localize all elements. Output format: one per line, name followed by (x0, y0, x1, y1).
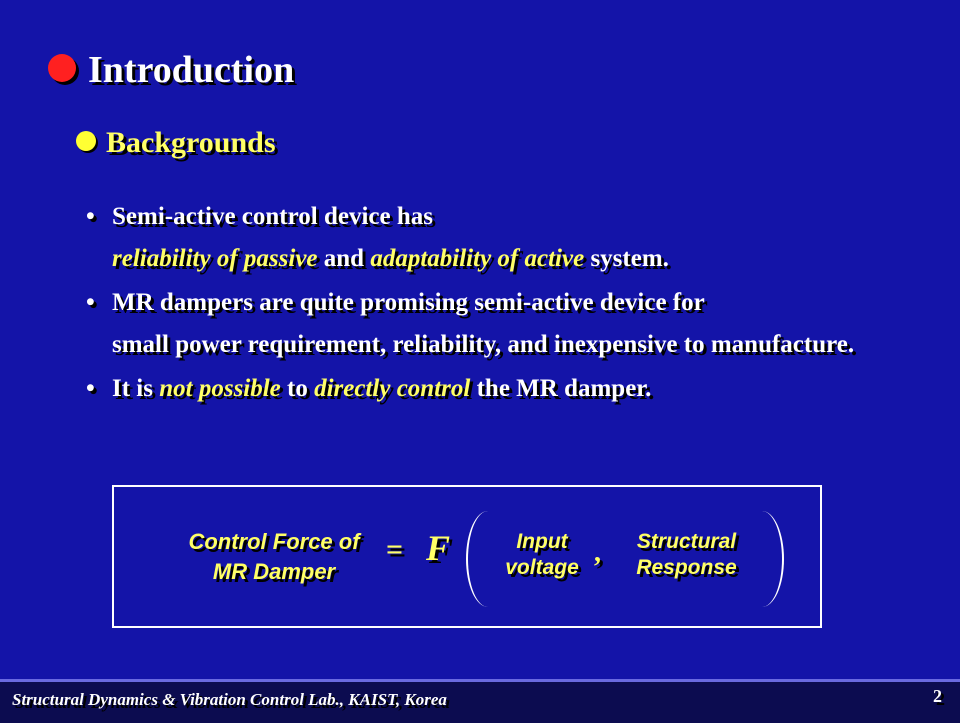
formula-arg2-line1: Structural (636, 530, 737, 553)
formula-arg-structural-response (619, 529, 754, 581)
bullet-1-line1: Semi-active control device has (112, 203, 433, 230)
bullet-3-text-it-is: It is (112, 375, 160, 402)
red-bullet-icon (48, 54, 76, 82)
page-number: 2 (933, 686, 942, 706)
slide-title (48, 48, 294, 92)
bullet-3-highlight-directly-control: directly control (314, 375, 471, 402)
bullet-1-text-system: system. (584, 245, 669, 272)
bullet-item-2 (84, 286, 904, 362)
bullet-3-text-end: the MR damper. (470, 375, 652, 402)
formula-arg1-line1: Input (516, 530, 568, 553)
formula-comma: , (594, 537, 601, 568)
left-paren-icon (466, 511, 488, 607)
formula-lhs (174, 527, 374, 587)
footer-lab-name: Structural Dynamics & Vibration Control Lab., KAIST, Korea (12, 690, 447, 709)
formula-arg2-line2: Response (636, 556, 737, 579)
formula-lhs-line1: Control Force of (188, 529, 360, 554)
formula-arg-input-voltage (492, 529, 592, 581)
slide-title-text: Introduction (88, 49, 295, 91)
bullet-item-3 (84, 372, 904, 406)
right-paren-icon (762, 511, 784, 607)
bullet-1-text-and: and (317, 245, 371, 272)
bullet-1-highlight-active: adaptability of active (370, 245, 585, 272)
bullet-1-highlight-passive: reliability of passive (112, 245, 318, 272)
bullet-1-line2 (112, 242, 904, 276)
bullet-marker: • (86, 203, 95, 230)
bullet-2-line1: MR dampers are quite promising semi-active device for (112, 289, 705, 316)
formula-lhs-line2: MR Damper (212, 559, 336, 584)
formula-equals: = (386, 533, 404, 566)
formula-box (112, 485, 822, 628)
bullet-marker: • (86, 289, 95, 316)
bullet-list (84, 200, 904, 416)
bullet-3-text-to: to (280, 375, 315, 402)
yellow-bullet-icon (76, 131, 96, 151)
footer-bar (0, 679, 960, 723)
formula-function: F (426, 528, 451, 568)
slide-subtitle (76, 126, 276, 160)
bullet-marker: • (86, 375, 95, 402)
formula-arg1-line2: voltage (505, 556, 579, 579)
bullet-3-highlight-not-possible: not possible (159, 375, 281, 402)
slide-subtitle-text: Backgrounds (106, 126, 276, 159)
bullet-item-1 (84, 200, 904, 276)
bullet-2-line2: small power requirement, reliability, and inexpensive to manufacture. (112, 331, 855, 358)
